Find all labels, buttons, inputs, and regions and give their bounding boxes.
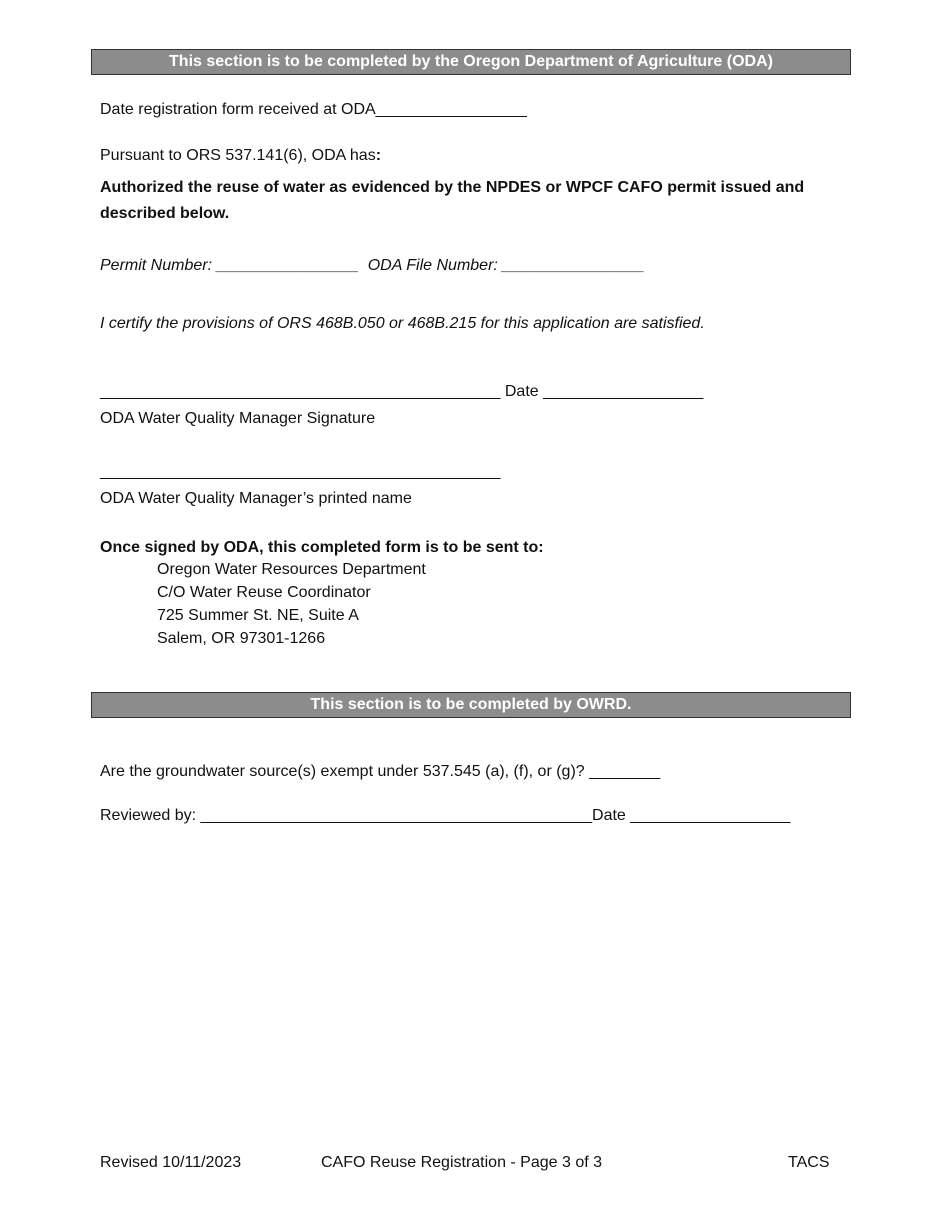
footer-code: TACS — [788, 1154, 830, 1171]
printed-name-field[interactable]: _____________________________________________ — [100, 463, 501, 480]
footer-revised: Revised 10/11/2023 — [100, 1154, 242, 1171]
footer-title: CAFO Reuse Registration - Page 3 of 3 — [321, 1154, 603, 1171]
pursuant-label: Pursuant to ORS 537.141(6), ODA has — [100, 147, 376, 164]
address-line: 725 Summer St. NE, Suite A — [157, 607, 359, 624]
exempt-question-field[interactable]: Are the groundwater source(s) exempt under 537.545 (a), (f), or (g)? ________ — [100, 763, 661, 780]
authorized-text-line1: Authorized the reuse of water as evidenced by the NPDES or WPCF CAFO permit issued and — [100, 179, 805, 196]
pursuant-colon: : — [375, 147, 382, 164]
authorized-text-line2: described below. — [100, 205, 230, 222]
address-line: Salem, OR 97301-1266 — [157, 630, 326, 647]
pursuant-text — [100, 147, 381, 165]
oda-section-header: This section is to be completed by the Oregon Department of Agriculture (ODA) — [91, 49, 851, 75]
address-line: Oregon Water Resources Department — [157, 561, 426, 578]
send-to-heading: Once signed by ODA, this completed form is to be sent to: — [100, 539, 544, 556]
date-received-field[interactable]: Date registration form received at ODA_________________ — [100, 101, 527, 118]
reviewed-by-field[interactable]: Reviewed by: ____________________________________________Date __________________ — [100, 807, 791, 824]
printed-name-label: ODA Water Quality Manager’s printed name — [100, 490, 412, 507]
signature-field[interactable]: _____________________________________________ Date __________________ — [100, 383, 704, 400]
owrd-section-header: This section is to be completed by OWRD. — [91, 692, 851, 718]
permit-number-field[interactable]: Permit Number: ________________ ODA File Number: ________________ — [100, 257, 645, 274]
address-line: C/O Water Reuse Coordinator — [157, 584, 371, 601]
certify-statement: I certify the provisions of ORS 468B.050 or 468B.215 for this application are satisfied. — [100, 315, 705, 332]
signature-label: ODA Water Quality Manager Signature — [100, 410, 376, 427]
